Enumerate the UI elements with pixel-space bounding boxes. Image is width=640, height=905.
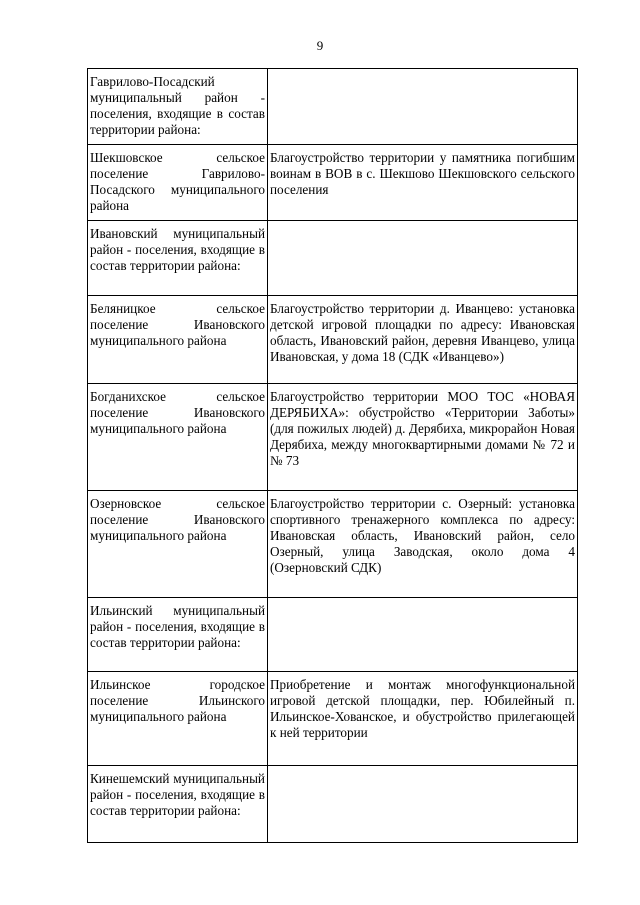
settlement-name-cell: Озерновское сельское поселение Ивановского муниципального района xyxy=(88,491,268,598)
settlement-name-cell: Ильинское городское поселение Ильинского муниципального района xyxy=(88,672,268,766)
project-description-cell: Благоустройство территории у памятника погибшим воинам в ВОВ в с. Шекшово Шекшовского сельского поселения xyxy=(268,145,578,221)
table-row xyxy=(88,145,578,221)
table-row xyxy=(88,766,578,843)
project-description-cell xyxy=(268,766,578,843)
table-row xyxy=(88,296,578,384)
district-name-cell: Кинешемский муниципальный район - поселения, входящие в состав территории района: xyxy=(88,766,268,843)
project-description-cell: Приобретение и монтаж многофункциональной игровой детской площадки, пер. Юбилейный п. Ильинское-Хованское, и обустройство прилегающей к ней территории xyxy=(268,672,578,766)
project-description-cell xyxy=(268,69,578,145)
project-description-cell: Благоустройство территории д. Иванцево: установка детской игровой площадки по адресу: Ивановская область, Ивановский район, деревня Иванцево, улица Ивановская, у дома 18 (СДК «Иванцево») xyxy=(268,296,578,384)
district-name-cell: Ильинский муниципальный район - поселения, входящие в состав территории района: xyxy=(88,598,268,672)
settlements-table xyxy=(87,68,578,843)
page-number: 9 xyxy=(316,38,324,53)
settlement-name-cell: Беляницкое сельское поселение Ивановского муниципального района xyxy=(88,296,268,384)
project-description-cell xyxy=(268,221,578,296)
project-description-cell: Благоустройство территории с. Озерный: установка спортивного тренажерного комплекса по адресу: Ивановская область, Ивановский район, село Озерный, улица Заводская, около дома 4 (Озерновский СДК) xyxy=(268,491,578,598)
table-row xyxy=(88,598,578,672)
table-row xyxy=(88,384,578,491)
district-name-cell: Гаврилово-Посадский муниципальный район - поселения, входящие в состав территории района: xyxy=(88,69,268,145)
project-description-cell: Благоустройство территории МОО ТОС «НОВАЯ ДЕРЯБИХА»: обустройство «Территории Заботы» (для пожилых людей) д. Дерябиха, микрорайон Новая Дерябиха, между многоквартирными домами № 72 и № 73 xyxy=(268,384,578,491)
table-row xyxy=(88,221,578,296)
project-description-cell xyxy=(268,598,578,672)
settlement-name-cell: Шекшовское сельское поселение Гаврилово-Посадского муниципального района xyxy=(88,145,268,221)
table-row xyxy=(88,672,578,766)
table-row xyxy=(88,69,578,145)
settlement-name-cell: Богданихское сельское поселение Ивановского муниципального района xyxy=(88,384,268,491)
district-name-cell: Ивановский муниципальный район - поселения, входящие в состав территории района: xyxy=(88,221,268,296)
table-row xyxy=(88,491,578,598)
